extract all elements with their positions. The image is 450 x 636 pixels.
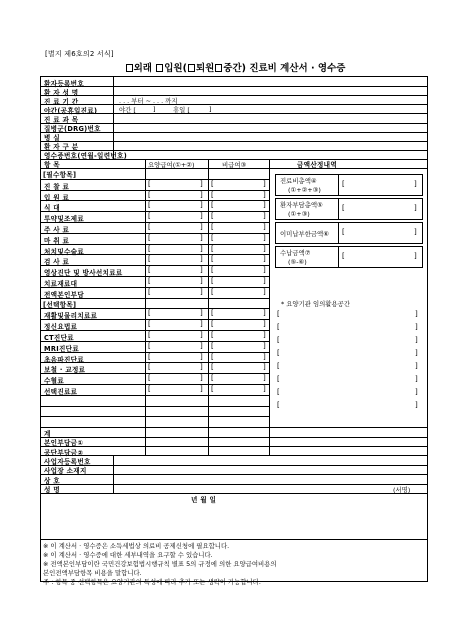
insured-bracket-close: ] <box>200 201 203 210</box>
table-header-bottom <box>41 168 427 169</box>
uninsured-bracket-open: [ <box>211 341 214 350</box>
insured-bracket-close: ] <box>200 363 203 372</box>
insured-bracket-close: ] <box>200 331 203 339</box>
uninsured-bracket-open: [ <box>211 266 214 275</box>
free-space-bracket-open: [ <box>277 323 280 331</box>
required-item-label: 입 원 료 <box>44 193 70 202</box>
optional-item-label: 선택진료료 <box>44 388 78 396</box>
insured-amount-field[interactable] <box>153 234 198 242</box>
header-label: 진 료 기 간 <box>44 97 79 106</box>
uninsured-amount-field[interactable] <box>216 374 261 382</box>
uninsured-bracket-open: [ <box>211 179 214 188</box>
interim-checkbox[interactable] <box>215 64 222 72</box>
header-row-line <box>41 95 427 96</box>
insured-bracket-open: [ <box>148 374 151 383</box>
insured-bracket-close: ] <box>200 179 203 188</box>
free-space-bracket-open: [ <box>277 310 280 318</box>
received-amount-box <box>275 246 423 268</box>
header-label: 야간(공휴일진료) <box>44 106 98 115</box>
uninsured-bracket-close: ] <box>263 320 266 329</box>
total-amount-label: 진료비총액④ <box>280 177 317 185</box>
free-space-bracket-open: [ <box>277 349 280 357</box>
footer-row-line <box>41 446 427 447</box>
uninsured-amount-field[interactable] <box>216 363 261 371</box>
insured-amount-field[interactable] <box>153 320 198 328</box>
header-row-line <box>41 104 427 105</box>
footnote: ※ 전액본인부담이란 국민건강보험법시행규칙 별표 5의 규정에 의한 요양급여비용의 <box>43 560 277 568</box>
blank-row-line <box>41 406 269 407</box>
uninsured-bracket-close: ] <box>263 352 266 361</box>
patient-amount-formula: (①+③) <box>288 210 310 218</box>
prepaid-amount-label: 이미납부한금액⑥ <box>280 230 329 238</box>
header-label: 병 실 <box>44 134 60 143</box>
receipt-form <box>40 76 428 582</box>
insured-bracket-open: [ <box>148 341 151 350</box>
insured-bracket-close: ] <box>200 255 203 264</box>
uninsured-bracket-close: ] <box>263 255 266 264</box>
header-label: 환자등록번호 <box>44 79 85 88</box>
footer-row-line <box>41 484 427 485</box>
insured-amount-field[interactable] <box>153 309 198 317</box>
footer-row-line <box>41 455 427 456</box>
uninsured-bracket-open: [ <box>211 201 214 210</box>
footer-row-line <box>41 465 427 466</box>
holiday-close: ] <box>209 105 212 114</box>
footer-row-line <box>41 427 427 428</box>
calc-divider <box>338 247 339 267</box>
optional-item-label: 보철 · 교정료 <box>44 366 86 375</box>
uninsured-bracket-open: [ <box>211 320 214 329</box>
header-row-line <box>41 141 427 142</box>
uninsured-amount-field[interactable] <box>216 331 261 339</box>
free-space-bracket-close: ] <box>415 323 418 331</box>
insured-bracket-open: [ <box>148 255 151 264</box>
date-line: 년 월 일 <box>191 496 217 504</box>
optional-item-label: 초음파진단료 <box>44 355 85 364</box>
column-header-item: 항 목 <box>44 161 60 170</box>
insured-bracket-open: [ <box>148 320 151 329</box>
insured-bracket-open: [ <box>148 363 151 372</box>
header-label: 영수증번호(연월-일련번호) <box>44 152 128 161</box>
signature-label: (서명) <box>393 485 411 494</box>
footer-label: 사업장 소재지 <box>44 467 87 476</box>
prepaid-amount-box <box>275 222 423 244</box>
received-amount-bracket-open: [ <box>342 252 345 260</box>
insured-amount-field[interactable] <box>153 255 198 263</box>
insured-bracket-close: ] <box>200 266 203 275</box>
header-label: 진 료 과 목 <box>44 115 79 124</box>
total-amount-bracket-close: ] <box>414 180 417 188</box>
insured-bracket-open: [ <box>148 331 151 339</box>
optional-header: [선택항목] <box>43 300 77 309</box>
insured-bracket-close: ] <box>200 244 203 253</box>
outpatient-checkbox[interactable] <box>126 64 133 72</box>
uninsured-bracket-open: [ <box>211 352 214 361</box>
footer-label: 공단부담금② <box>44 448 84 457</box>
insured-bracket-open: [ <box>148 190 151 199</box>
insured-bracket-close: ] <box>200 287 203 296</box>
uninsured-amount-field[interactable] <box>216 201 261 209</box>
footnote: 주 : 항목 중 선택항목은 요양기관의 특성에 따라 추가 또는 생략이 가능합니다. <box>43 578 261 586</box>
uninsured-bracket-close: ] <box>263 223 266 231</box>
uninsured-amount-field[interactable] <box>216 277 261 285</box>
received-amount-formula: (⑤-⑥) <box>288 258 307 266</box>
uninsured-amount-field[interactable] <box>216 309 261 317</box>
insured-bracket-open: [ <box>148 385 151 393</box>
insured-bracket-close: ] <box>200 341 203 350</box>
optional-item-label: MRI진단료 <box>44 344 80 353</box>
uninsured-amount-field[interactable] <box>216 288 261 296</box>
uninsured-bracket-close: ] <box>263 309 266 318</box>
optional-item-label: 수혈료 <box>44 377 65 386</box>
uninsured-bracket-close: ] <box>263 179 266 188</box>
institution-note: * 요양기관 임의활용공간 <box>281 300 350 308</box>
form-caption: [별지 제6호의2 서식] <box>45 50 114 58</box>
total-amount-box <box>275 174 423 196</box>
night-close: ] <box>153 105 156 114</box>
insured-bracket-open: [ <box>148 244 151 253</box>
insured-bracket-open: [ <box>148 201 151 210</box>
insured-bracket-open: [ <box>148 266 151 275</box>
uninsured-amount-field[interactable] <box>216 385 261 393</box>
insured-amount-field[interactable] <box>153 363 198 371</box>
calc-divider <box>338 199 339 219</box>
uninsured-amount-field[interactable] <box>216 353 261 361</box>
uninsured-bracket-open: [ <box>211 277 214 285</box>
insured-bracket-close: ] <box>200 233 203 242</box>
received-amount-label: 수납금액⑦ <box>280 249 311 257</box>
insured-amount-field[interactable] <box>153 353 198 361</box>
prepaid-amount-bracket-close: ] <box>414 228 417 236</box>
free-space-bracket-open: [ <box>277 388 280 396</box>
title-main: 진료비 계산서 · 영수증 <box>249 63 346 74</box>
insured-amount-field[interactable] <box>153 266 198 274</box>
blank-row-line <box>41 395 269 396</box>
uninsured-amount-field[interactable] <box>216 234 261 242</box>
footnote: ※ 이 계산서 · 영수증에 대한 세부내역을 요구할 수 있습니다. <box>43 551 213 559</box>
insured-bracket-close: ] <box>200 309 203 318</box>
total-amount-formula: (①+②+③) <box>288 186 321 194</box>
uninsured-bracket-open: [ <box>211 223 214 231</box>
patient-amount-bracket-open: [ <box>342 204 345 212</box>
uninsured-column-divider <box>269 159 270 456</box>
uninsured-bracket-close: ] <box>263 287 266 296</box>
document-title <box>42 62 428 76</box>
footnote: 본인전액부담항목 비용을 말합니다. <box>43 569 142 577</box>
header-row-line <box>41 86 427 87</box>
insured-amount-field[interactable] <box>153 201 198 209</box>
required-item-label: 진 찰 료 <box>44 182 70 191</box>
insured-bracket-close: ] <box>200 320 203 329</box>
header-row-line <box>41 113 427 114</box>
free-space-bracket-close: ] <box>415 336 418 344</box>
column-header-insured: 요양급여(①+②) <box>148 160 195 169</box>
uninsured-bracket-close: ] <box>263 374 266 383</box>
required-item-label: 처치및수술료 <box>44 247 85 256</box>
insured-amount-field[interactable] <box>153 277 198 285</box>
uninsured-amount-field[interactable] <box>216 320 261 328</box>
insured-bracket-open: [ <box>148 223 151 231</box>
footer-label: 성 명 <box>44 486 60 495</box>
free-space-bracket-open: [ <box>277 375 280 383</box>
patient-amount-bracket-close: ] <box>414 204 417 212</box>
optional-item-label: 정신요법료 <box>44 323 78 332</box>
uninsured-amount-field[interactable] <box>216 212 261 220</box>
insured-bracket-close: ] <box>200 374 203 383</box>
calc-divider <box>338 223 339 243</box>
patient-amount-label: 환자부담총액⑤ <box>280 201 323 209</box>
free-space-bracket-close: ] <box>415 349 418 357</box>
insured-amount-field[interactable] <box>153 374 198 382</box>
uninsured-bracket-close: ] <box>263 266 266 275</box>
prepaid-amount-bracket-open: [ <box>342 228 345 236</box>
uninsured-bracket-open: [ <box>211 287 214 296</box>
footer-label: 사업자등록번호 <box>44 457 91 466</box>
uninsured-bracket-close: ] <box>263 233 266 242</box>
title-outpatient: 외래 <box>133 63 152 74</box>
insured-amount-field[interactable] <box>153 342 198 350</box>
uninsured-bracket-open: [ <box>211 233 214 242</box>
insured-bracket-close: ] <box>200 190 203 199</box>
header-label-divider <box>113 77 114 159</box>
column-header-calc: 금액산정내역 <box>297 161 338 170</box>
uninsured-amount-field[interactable] <box>216 223 261 231</box>
item-column-divider <box>145 159 146 456</box>
required-item-label: 식 대 <box>44 204 60 213</box>
required-item-label: 마 취 료 <box>44 236 70 245</box>
header-label: 환 자 구 분 <box>44 143 79 152</box>
uninsured-bracket-close: ] <box>263 190 266 199</box>
free-space-bracket-close: ] <box>415 401 418 409</box>
required-item-label: 투약및조제료 <box>44 215 85 224</box>
insured-bracket-close: ] <box>200 385 203 393</box>
insured-amount-field[interactable] <box>153 245 198 253</box>
uninsured-bracket-open: [ <box>211 374 214 383</box>
insured-amount-field[interactable] <box>153 331 198 339</box>
date-row-line <box>41 493 427 494</box>
footer-label: 계 <box>44 429 51 438</box>
notes-top-rule <box>40 539 428 540</box>
prepaid-amount-field[interactable] <box>348 227 418 239</box>
required-item-label: 검 사 료 <box>44 258 70 267</box>
insured-bracket-open: [ <box>148 277 151 285</box>
insured-bracket-close: ] <box>200 277 203 285</box>
uninsured-amount-field[interactable] <box>216 245 261 253</box>
holiday-label: 휴일 [ <box>173 106 190 115</box>
free-space-bracket-open: [ <box>277 336 280 344</box>
uninsured-amount-field[interactable] <box>216 266 261 274</box>
uninsured-amount-field[interactable] <box>216 180 261 188</box>
calc-divider <box>338 175 339 195</box>
blank-row-line <box>41 416 269 417</box>
night-label: 야간 [ <box>119 106 136 115</box>
insured-amount-field[interactable] <box>153 288 198 296</box>
insured-bracket-open: [ <box>148 233 151 242</box>
uninsured-bracket-close: ] <box>263 331 266 339</box>
optional-item-label: 재활및물리치료료 <box>44 312 98 321</box>
required-header: [필수항목] <box>43 171 77 179</box>
period-text: . . . 부터 ~ . . . 까지 <box>119 97 178 105</box>
total-amount-bracket-open: [ <box>342 180 345 188</box>
uninsured-bracket-open: [ <box>211 363 214 372</box>
title-interim: 중간) <box>223 63 246 74</box>
uninsured-amount-field[interactable] <box>216 191 261 199</box>
insured-amount-field[interactable] <box>153 180 198 188</box>
received-amount-field[interactable] <box>348 251 418 263</box>
title-discharge: 퇴원 <box>195 63 215 74</box>
insured-bracket-open: [ <box>148 352 151 361</box>
required-item-label: 치료재료대 <box>44 280 78 288</box>
footnote: ※ 이 계산서 · 영수증은 소득세법상 의료비 공제신청에 필요합니다. <box>43 542 230 550</box>
uninsured-bracket-open: [ <box>211 190 214 199</box>
insured-bracket-open: [ <box>148 212 151 221</box>
received-amount-bracket-close: ] <box>414 252 417 260</box>
free-space-bracket-open: [ <box>277 401 280 409</box>
uninsured-amount-field[interactable] <box>216 255 261 263</box>
insured-bracket-open: [ <box>148 287 151 296</box>
insured-bracket-close: ] <box>200 212 203 221</box>
free-space-bracket-open: [ <box>277 362 280 370</box>
footer-row-line <box>41 474 427 475</box>
insured-bracket-open: [ <box>148 309 151 318</box>
inpatient-checkbox[interactable] <box>156 64 163 72</box>
footer-row-line <box>41 437 427 438</box>
uninsured-bracket-open: [ <box>211 385 214 393</box>
footer-label: 상 호 <box>44 476 60 485</box>
uninsured-bracket-open: [ <box>211 244 214 253</box>
optional-item-label: CT진단료 <box>44 334 74 342</box>
uninsured-bracket-close: ] <box>263 341 266 350</box>
patient-amount-field[interactable] <box>348 203 418 215</box>
header-label: 환 자 성 명 <box>44 88 79 97</box>
insured-amount-field[interactable] <box>153 191 198 199</box>
patient-amount-box <box>275 198 423 220</box>
free-space-bracket-close: ] <box>415 375 418 383</box>
uninsured-bracket-close: ] <box>263 363 266 372</box>
uninsured-bracket-close: ] <box>263 201 266 210</box>
title-inpatient: 입원( <box>164 63 187 74</box>
insured-column-divider <box>208 159 209 456</box>
uninsured-amount-field[interactable] <box>216 342 261 350</box>
required-item-label: 주 사 료 <box>44 226 70 234</box>
required-item-label: 영상진단 및 방사선치료료 <box>44 269 123 278</box>
header-row-line <box>41 132 427 133</box>
discharge-checkbox[interactable] <box>188 64 195 72</box>
free-space-bracket-close: ] <box>415 388 418 396</box>
uninsured-bracket-open: [ <box>211 212 214 221</box>
insured-amount-field[interactable] <box>153 223 198 231</box>
footer-label: 본인부담금① <box>44 439 84 448</box>
uninsured-bracket-open: [ <box>211 255 214 264</box>
uninsured-bracket-close: ] <box>263 277 266 285</box>
uninsured-bracket-close: ] <box>263 212 266 221</box>
insured-bracket-close: ] <box>200 223 203 231</box>
column-header-uninsured: 비급여③ <box>222 160 247 169</box>
total-amount-field[interactable] <box>348 179 418 191</box>
uninsured-bracket-close: ] <box>263 385 266 393</box>
free-space-bracket-close: ] <box>415 362 418 370</box>
uninsured-bracket-open: [ <box>211 331 214 339</box>
required-item-label: 전액본인부담 <box>44 290 85 299</box>
insured-bracket-open: [ <box>148 179 151 188</box>
uninsured-bracket-open: [ <box>211 309 214 318</box>
free-space-bracket-close: ] <box>415 310 418 318</box>
footer-label-divider <box>113 455 114 493</box>
insured-amount-field[interactable] <box>153 385 198 393</box>
insured-amount-field[interactable] <box>153 212 198 220</box>
header-label: 질병군(DRG)번호 <box>44 125 101 133</box>
uninsured-bracket-close: ] <box>263 244 266 253</box>
insured-bracket-close: ] <box>200 352 203 361</box>
